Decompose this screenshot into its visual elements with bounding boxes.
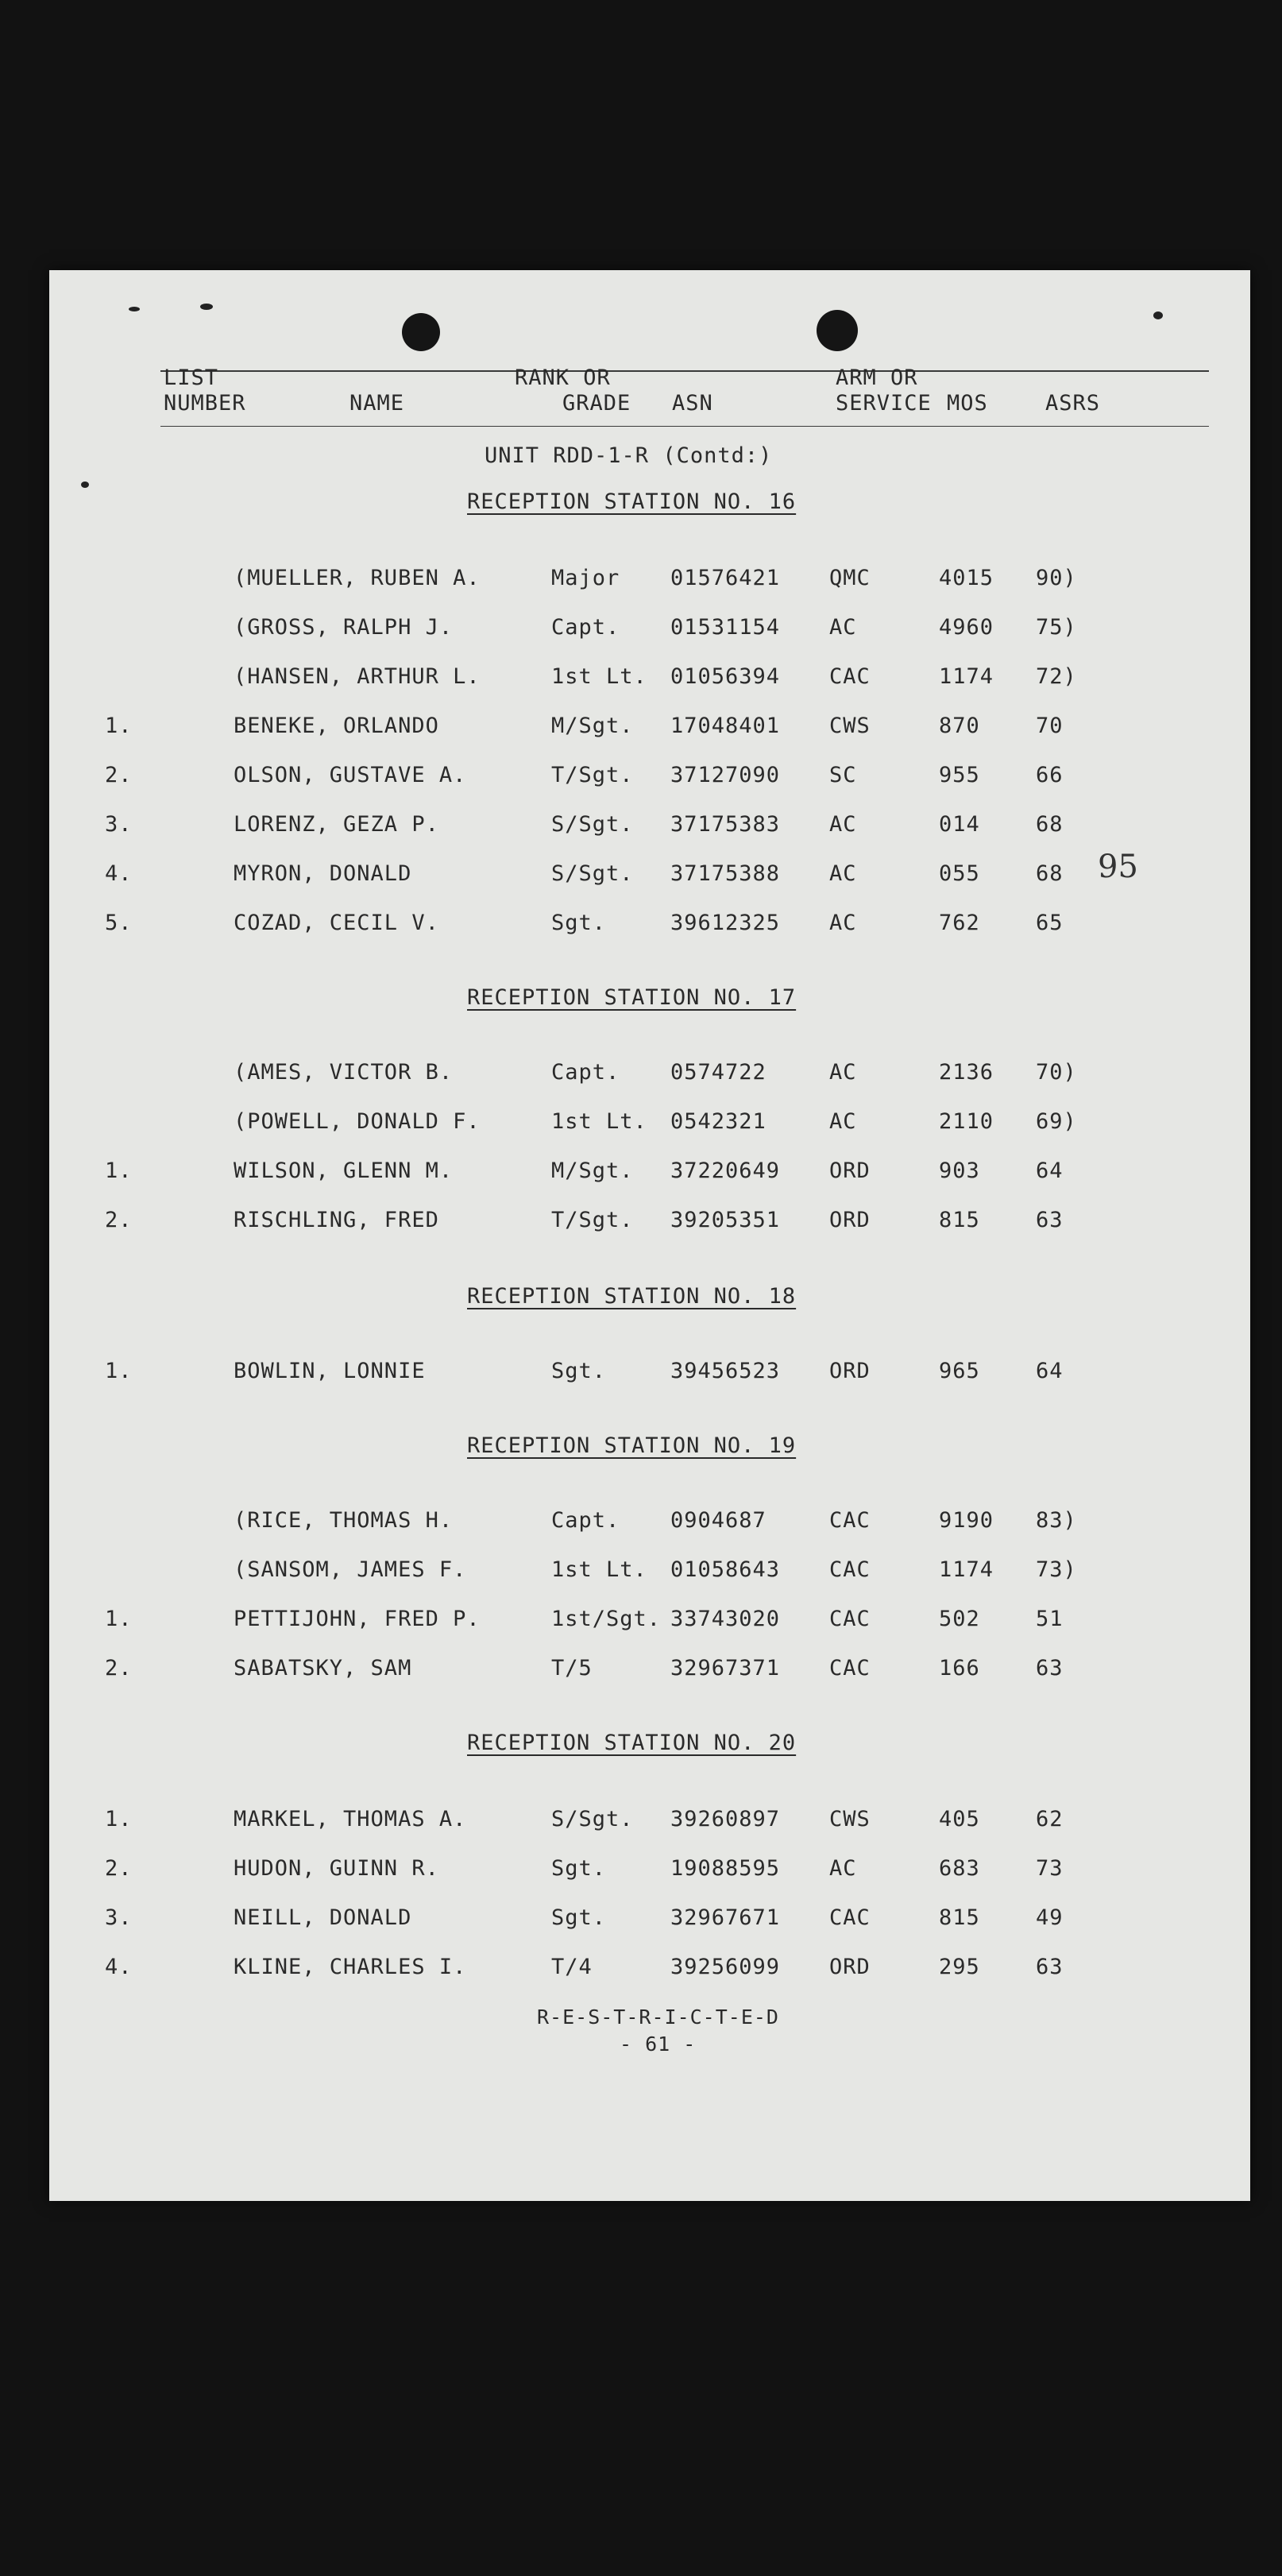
row-asrs: 68 [1036,812,1064,837]
row-mos: 1174 [939,1557,994,1582]
row-arm: CAC [829,1905,871,1930]
section-title: RECEPTION STATION NO. 19 [467,1433,797,1458]
row-rank: 1st Lt. [551,1109,647,1134]
row-mos: 502 [939,1607,980,1631]
row-arm: AC [829,1856,857,1881]
row-rank: M/Sgt. [551,1158,634,1183]
row-asn: 37175383 [670,812,781,837]
row-asn: 0542321 [670,1109,766,1134]
row-arm: AC [829,615,857,640]
row-arm: CAC [829,664,871,689]
row-asn: 01056394 [670,664,781,689]
section-title: RECEPTION STATION NO. 18 [467,1284,797,1309]
row-asrs: 72) [1036,664,1077,689]
ink-speck [129,307,140,311]
row-mos: 055 [939,861,980,886]
row-arm: QMC [829,566,871,590]
row-asn: 39612325 [670,911,781,935]
row-name: BENEKE, ORLANDO [234,714,439,738]
margin-note: 95 [1098,849,1138,885]
row-mos: 4015 [939,566,994,590]
row-mos: 9190 [939,1508,994,1533]
row-rank: T/Sgt. [551,1208,634,1232]
row-num: 1. [105,1158,133,1183]
row-rank: T/5 [551,1656,593,1681]
row-asrs: 83) [1036,1508,1077,1533]
row-asrs: 63 [1036,1656,1064,1681]
row-rank: Capt. [551,1060,620,1085]
footer-page-number: - 61 - [620,2033,697,2056]
row-mos: 2136 [939,1060,994,1085]
row-name: (GROSS, RALPH J. [234,615,454,640]
row-asn: 01576421 [670,566,781,590]
row-arm: SC [829,763,857,787]
row-arm: AC [829,911,857,935]
row-arm: CAC [829,1656,871,1681]
row-asrs: 64 [1036,1158,1064,1183]
row-arm: ORD [829,1208,871,1232]
row-name: WILSON, GLENN M. [234,1158,454,1183]
row-arm: CWS [829,1807,871,1831]
row-name: MARKEL, THOMAS A. [234,1807,467,1831]
row-rank: Capt. [551,1508,620,1533]
row-mos: 683 [939,1856,980,1881]
row-asn: 01058643 [670,1557,781,1582]
row-asrs: 90) [1036,566,1077,590]
row-asn: 37220649 [670,1158,781,1183]
footer-classification: R-E-S-T-R-I-C-T-E-D [537,2005,779,2029]
header-arm-1: ARM OR [836,366,918,390]
row-num: 2. [105,1656,133,1681]
row-asn: 17048401 [670,714,781,738]
ink-speck [1153,311,1163,319]
row-name: (MUELLER, RUBEN A. [234,566,481,590]
header-list-number-2: NUMBER [164,391,246,416]
row-rank: 1st/Sgt. [551,1607,662,1631]
row-name: (SANSOM, JAMES F. [234,1557,467,1582]
row-num: 3. [105,1905,133,1930]
header-asn: ASN [672,391,713,416]
row-asrs: 75) [1036,615,1077,640]
row-mos: 815 [939,1208,980,1232]
row-rank: M/Sgt. [551,714,634,738]
row-mos: 903 [939,1158,980,1183]
row-arm: ORD [829,1158,871,1183]
row-asrs: 69) [1036,1109,1077,1134]
row-arm: CWS [829,714,871,738]
row-asn: 33743020 [670,1607,781,1631]
row-asn: 39260897 [670,1807,781,1831]
row-mos: 2110 [939,1109,994,1134]
row-mos: 295 [939,1955,980,1979]
row-asrs: 51 [1036,1607,1064,1631]
document-page [49,270,1250,2201]
row-asn: 39205351 [670,1208,781,1232]
row-rank: Capt. [551,615,620,640]
row-name: MYRON, DONALD [234,861,412,886]
row-name: LORENZ, GEZA P. [234,812,439,837]
section-title: RECEPTION STATION NO. 20 [467,1731,797,1755]
row-num: 3. [105,812,133,837]
row-rank: T/Sgt. [551,763,634,787]
row-asrs: 64 [1036,1359,1064,1383]
ink-speck [81,482,89,488]
row-name: RISCHLING, FRED [234,1208,439,1232]
row-asn: 01531154 [670,615,781,640]
row-arm: CAC [829,1607,871,1631]
row-asrs: 70) [1036,1060,1077,1085]
row-asn: 32967671 [670,1905,781,1930]
header-asrs: ASRS [1045,391,1101,416]
row-asn: 0904687 [670,1508,766,1533]
header-arm-2: SERVICE [836,391,932,416]
row-asrs: 62 [1036,1807,1064,1831]
row-mos: 762 [939,911,980,935]
row-rank: 1st Lt. [551,1557,647,1582]
row-mos: 405 [939,1807,980,1831]
row-num: 2. [105,1856,133,1881]
row-asrs: 65 [1036,911,1064,935]
row-asrs: 73 [1036,1856,1064,1881]
row-asn: 19088595 [670,1856,781,1881]
row-asrs: 73) [1036,1557,1077,1582]
row-asrs: 68 [1036,861,1064,886]
row-rank: S/Sgt. [551,861,634,886]
punch-hole-right [817,310,858,351]
row-num: 1. [105,1359,133,1383]
section-title: RECEPTION STATION NO. 16 [467,489,797,514]
header-mos: MOS [947,391,988,416]
section-title: RECEPTION STATION NO. 17 [467,985,797,1010]
punch-hole-left [402,313,440,351]
row-rank: Sgt. [551,911,607,935]
row-arm: CAC [829,1557,871,1582]
row-rank: Sgt. [551,1359,607,1383]
row-name: OLSON, GUSTAVE A. [234,763,467,787]
row-name: KLINE, CHARLES I. [234,1955,467,1979]
header-rank-1: RANK OR [515,366,611,390]
row-arm: AC [829,1109,857,1134]
row-mos: 965 [939,1359,980,1383]
row-num: 1. [105,714,133,738]
row-asn: 39456523 [670,1359,781,1383]
header-top-rule [160,370,1209,372]
row-name: SABATSKY, SAM [234,1656,412,1681]
row-asn: 32967371 [670,1656,781,1681]
row-num: 1. [105,1607,133,1631]
row-name: COZAD, CECIL V. [234,911,439,935]
row-num: 5. [105,911,133,935]
row-asn: 0574722 [670,1060,766,1085]
row-rank: Sgt. [551,1856,607,1881]
row-name: PETTIJOHN, FRED P. [234,1607,481,1631]
row-name: (AMES, VICTOR B. [234,1060,454,1085]
unit-title: UNIT RDD-1-R (Contd:) [485,443,773,468]
header-list-number-1: LIST [164,366,219,390]
row-rank: S/Sgt. [551,1807,634,1831]
row-asn: 37175388 [670,861,781,886]
row-mos: 014 [939,812,980,837]
row-name: (HANSEN, ARTHUR L. [234,664,481,689]
row-arm: AC [829,812,857,837]
row-asrs: 63 [1036,1208,1064,1232]
ink-speck [200,304,213,310]
row-asrs: 70 [1036,714,1064,738]
row-num: 2. [105,1208,133,1232]
row-mos: 815 [939,1905,980,1930]
row-arm: ORD [829,1359,871,1383]
header-rank-2: GRADE [562,391,631,416]
row-name: (RICE, THOMAS H. [234,1508,454,1533]
row-asrs: 49 [1036,1905,1064,1930]
row-arm: AC [829,861,857,886]
row-rank: Major [551,566,620,590]
row-mos: 1174 [939,664,994,689]
row-rank: S/Sgt. [551,812,634,837]
row-mos: 955 [939,763,980,787]
row-num: 2. [105,763,133,787]
row-rank: Sgt. [551,1905,607,1930]
row-name: HUDON, GUINN R. [234,1856,439,1881]
row-name: BOWLIN, LONNIE [234,1359,426,1383]
row-rank: T/4 [551,1955,593,1979]
row-mos: 166 [939,1656,980,1681]
row-mos: 4960 [939,615,994,640]
row-arm: AC [829,1060,857,1085]
row-asn: 39256099 [670,1955,781,1979]
header-name: NAME [349,391,405,416]
row-arm: CAC [829,1508,871,1533]
row-asrs: 66 [1036,763,1064,787]
row-num: 1. [105,1807,133,1831]
row-num: 4. [105,861,133,886]
row-arm: ORD [829,1955,871,1979]
row-rank: 1st Lt. [551,664,647,689]
row-name: NEILL, DONALD [234,1905,412,1930]
row-asn: 37127090 [670,763,781,787]
row-mos: 870 [939,714,980,738]
row-asrs: 63 [1036,1955,1064,1979]
row-num: 4. [105,1955,133,1979]
row-name: (POWELL, DONALD F. [234,1109,481,1134]
header-bottom-rule [160,426,1209,427]
